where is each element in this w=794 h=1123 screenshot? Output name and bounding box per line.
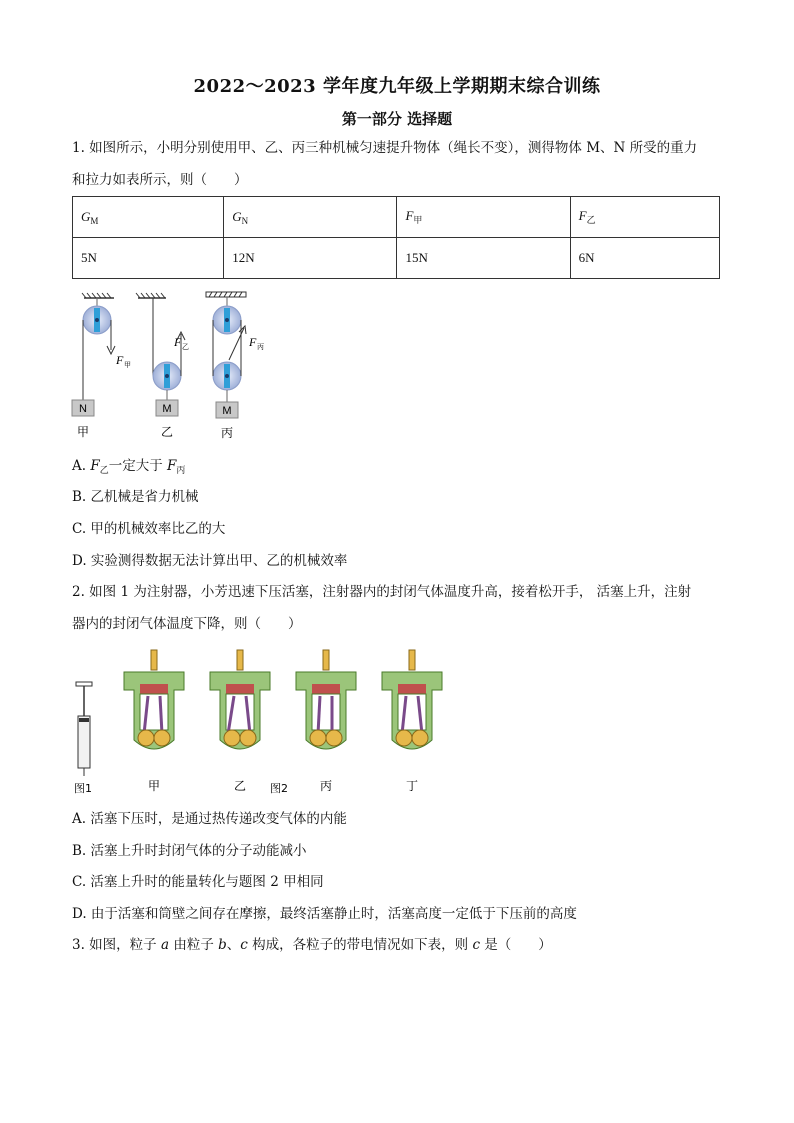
engine-ding [382,650,442,793]
force-label-yi: F [174,335,182,349]
svg-text:甲: 甲 [124,361,131,369]
engine-caption-jia: 甲 [147,779,161,793]
block-m-bing: M [222,405,232,417]
syringe [74,682,92,795]
engine-caption-bing: 丙 [319,779,333,793]
table-header-row [73,197,720,238]
q2-stem-line2: 器内的封闭气体温度下降，则（ ） [72,616,302,632]
block-m-yi: M [162,403,172,415]
svg-text:丙: 丙 [257,343,264,351]
table-header-cell: $F_甲$ [397,197,570,238]
q1-option-a: A. $F_乙$一定大于 $F_丙$ [72,458,186,476]
svg-text:乙: 乙 [182,343,189,351]
table-cell: 12N [224,238,397,279]
fig1-caption: 图1 [74,782,92,795]
engine-caption-yi: 乙 [233,779,247,793]
table-header-cell: $G_N$ [224,197,397,238]
q1-data-table [72,196,720,279]
engine-caption-ding: 丁 [405,779,419,793]
q1-stem-line1: 1. 如图所示，小明分别使用甲、乙、丙三种机械匀速提升物体（绳长不变），测得物体 M、N 所受的重力 [72,140,698,156]
q1-option-d: D. 实验测得数据无法计算出甲、乙的机械效率 [72,553,348,569]
pulley-jia [72,293,131,439]
caption-jia: 甲 [76,425,90,439]
fig2-caption: 图2 [270,782,288,795]
pulley-figure [66,288,286,444]
section-heading: 第一部分 选择题 [341,110,453,128]
engine-figure [70,646,450,798]
block-n: N [79,403,87,415]
table-row [73,238,720,279]
table-cell: 15N [397,238,570,279]
engine-yi [210,650,270,793]
force-label-jia: F [116,353,124,367]
q1-stem-line2: 和拉力如表所示，则（ ） [72,172,248,188]
q2-option-c: C. 活塞上升时的能量转化与题图 2 甲相同 [72,874,324,890]
q2-option-b: B. 活塞上升时封闭气体的分子动能减小 [72,843,307,859]
table-cell: 5N [73,238,224,279]
q2-stem-line1: 2. 如图 1 为注射器，小芳迅速下压活塞，注射器内的封闭气体温度升高，接着松开手， 活塞上升，注射 [72,584,692,600]
force-label-bing: F [249,335,257,349]
engine-bing [296,650,356,793]
q1-option-c: C. 甲的机械效率比乙的大 [72,521,226,537]
q2-option-d: D. 由于活塞和筒壁之间存在摩擦，最终活塞静止时，活塞高度一定低于下压前的高度 [72,906,577,922]
caption-yi: 乙 [160,425,174,439]
pulley-bing [206,292,264,440]
pulley-yi [136,293,189,439]
q2-option-a: A. 活塞下压时，是通过热传递改变气体的内能 [72,811,347,827]
page-title: 2022～2023 学年度九年级上学期期末综合训练 [193,76,601,97]
caption-bing: 丙 [220,426,234,440]
q3-stem: 3. 如图，粒子 a 由粒子 b、c 构成，各粒子的带电情况如下表，则 c 是（ ） [72,937,552,953]
table-header-cell: $G_M$ [73,197,224,238]
table-cell: 6N [570,238,719,279]
q1-option-b: B. 乙机械是省力机械 [72,489,199,505]
table-header-cell: $F_乙$ [570,197,719,238]
engine-jia [124,650,184,793]
